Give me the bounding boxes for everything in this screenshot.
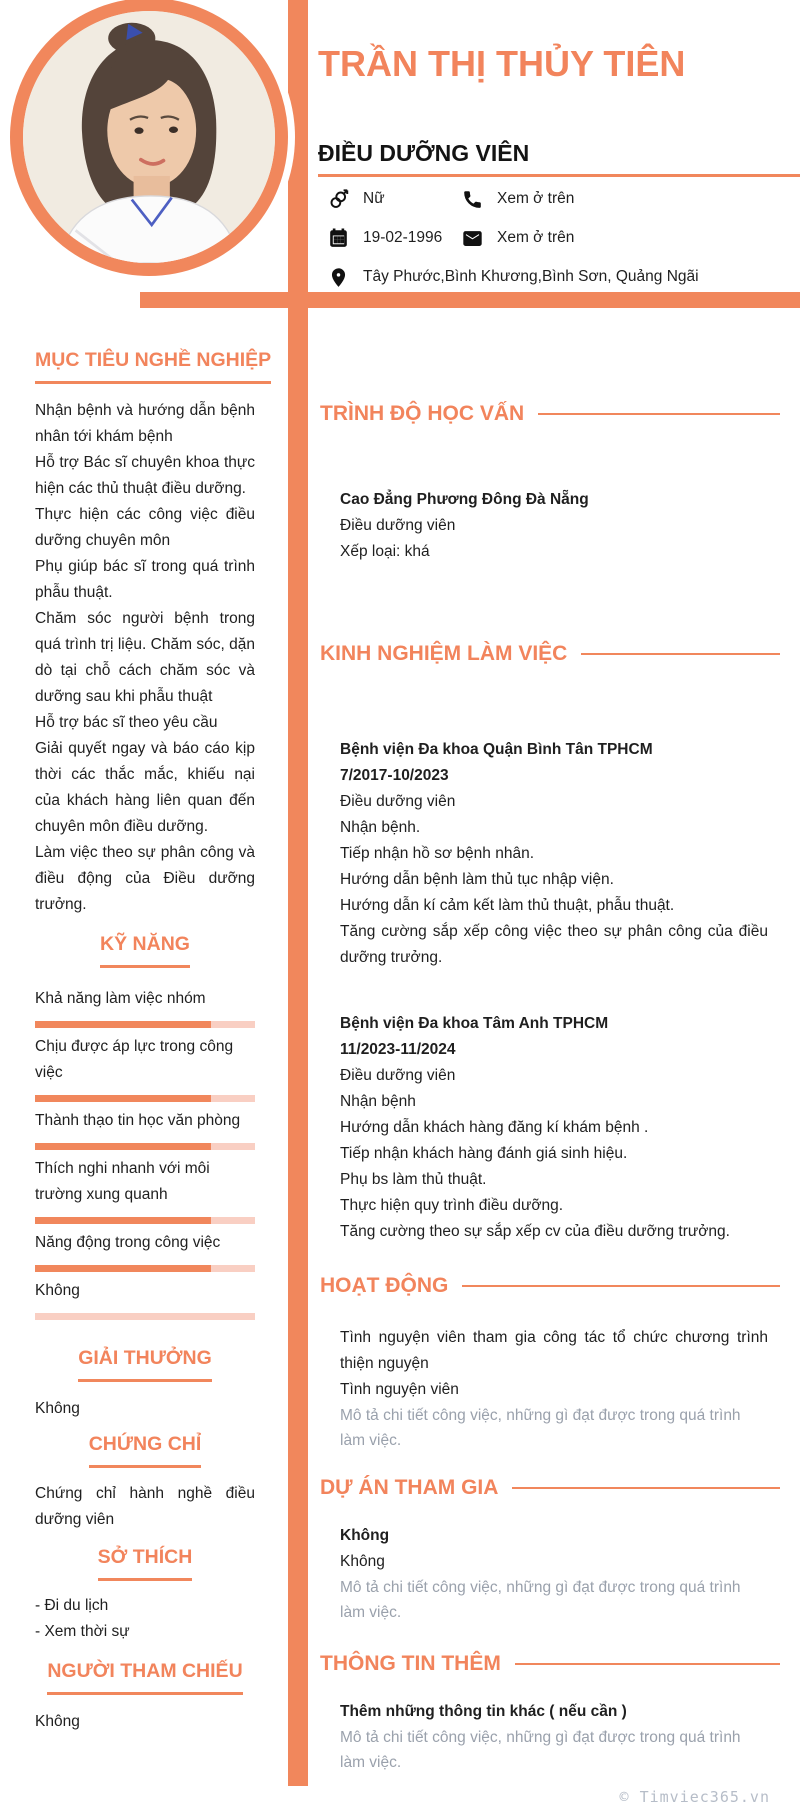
hobbies-heading-label: SỞ THÍCH (98, 1545, 193, 1581)
entry-period: 11/2023-11/2024 (340, 1041, 456, 1058)
email-value: Xem ở trên (497, 229, 575, 246)
entry-line: Hướng dẫn khách hàng đăng kí khám bệnh . (340, 1119, 649, 1136)
address-value: Tây Phước,Bình Khương,Bình Sơn, Quảng Ngãi (363, 268, 699, 285)
left-column (35, 340, 272, 1735)
hobby-item: - Đi du lịch (35, 1597, 109, 1614)
entry-line: Không (340, 1553, 385, 1570)
objective-paragraph: Thực hiện các công việc điều dưỡng chuyên môn (35, 506, 255, 549)
additional-heading-rule (515, 1663, 780, 1665)
entry-period: 7/2017-10/2023 (340, 767, 449, 784)
education-heading: TRÌNH ĐỘ HỌC VẤN (320, 402, 525, 425)
additional-heading: THÔNG TIN THÊM (320, 1652, 501, 1675)
entry-placeholder: Mô tả chi tiết công việc, những gì đạt được trong quá trình làm việc. (340, 1579, 741, 1621)
skill-item (35, 1108, 255, 1150)
skill-bar-track (35, 1143, 255, 1150)
contact-phone (462, 186, 788, 212)
skill-bar-track (35, 1313, 255, 1320)
activities-heading-row (320, 1273, 780, 1299)
objective-paragraph: Làm việc theo sự phân công và điều động của Điều dưỡng trưởng. (35, 844, 255, 913)
activities-heading: HOẠT ĐỘNG (320, 1274, 449, 1297)
skill-label: Khả năng làm việc nhóm (35, 990, 206, 1007)
experience-heading: KINH NGHIỆM LÀM VIỆC (320, 642, 568, 665)
objective-paragraph: Hỗ trợ bác sĩ theo yêu cầu (35, 714, 218, 731)
skill-item (35, 1156, 255, 1224)
activities-heading-rule (462, 1285, 780, 1287)
objective-paragraph: Chăm sóc người bệnh trong quá trình trị liệu. Chăm sóc, dặn dò tại chỗ cách chăm sóc và dưỡng sau khi phẫu thuật (35, 610, 255, 705)
skills-heading (35, 932, 255, 968)
skill-bar-fill (35, 1265, 211, 1272)
gender-icon (328, 189, 349, 210)
objective-paragraph: Hỗ trợ Bác sĩ chuyên khoa thực hiện các thủ thuật điều dưỡng. (35, 454, 255, 497)
location-icon (328, 267, 349, 288)
skill-label: Năng động trong công việc (35, 1234, 221, 1251)
education-heading-row (320, 401, 780, 427)
entry-line: Điều dưỡng viên (340, 1067, 456, 1084)
entry-title: Bệnh viện Đa khoa Tâm Anh TPHCM (340, 1015, 609, 1032)
additional-heading-row (320, 1651, 780, 1677)
entry-line: Điều dưỡng viên (340, 517, 456, 534)
skill-label: Thích nghi nhanh với môi trường xung quanh (35, 1160, 210, 1203)
entry-line: Tiếp nhận hồ sơ bệnh nhân. (340, 845, 535, 862)
right-column (320, 308, 780, 1775)
contact-info (328, 186, 788, 303)
reference-item: Không (35, 1713, 80, 1730)
projects-heading: DỰ ÁN THAM GIA (320, 1476, 499, 1499)
job-title: ĐIỀU DƯỠNG VIÊN (318, 140, 530, 166)
entry-line: Hướng dẫn bệnh làm thủ tục nhập viện. (340, 871, 614, 888)
experience-heading-rule (581, 653, 780, 655)
certificates-heading-label: CHỨNG CHỈ (89, 1432, 202, 1468)
skill-item (35, 1230, 255, 1272)
objective-heading (35, 348, 272, 384)
skill-bar-track (35, 1095, 255, 1102)
award-item: Không (35, 1400, 80, 1417)
skill-bar-fill (35, 1143, 211, 1150)
entry-title: Cao Đẳng Phương Đông Đà Nẵng (340, 491, 589, 508)
contact-birthday (328, 225, 462, 251)
phone-icon (462, 189, 483, 210)
skill-label: Chịu được áp lực trong công việc (35, 1038, 234, 1081)
entry-line: Xếp loại: khá (340, 543, 430, 560)
entry-line: Tình nguyện viên (340, 1381, 459, 1398)
awards-heading (35, 1346, 255, 1382)
additional-entry (320, 1699, 780, 1775)
envelope-icon (462, 228, 483, 249)
objective-paragraph: Phụ giúp bác sĩ trong quá trình phẫu thuật. (35, 558, 255, 601)
entry-line: Phụ bs làm thủ thuật. (340, 1171, 487, 1188)
profile-photo (10, 0, 288, 276)
projects-entry (320, 1523, 780, 1625)
skill-item (35, 986, 255, 1028)
education-heading-rule (538, 413, 780, 415)
skills-heading-label: KỸ NĂNG (100, 932, 190, 968)
entry-title: Không (340, 1527, 390, 1544)
entry-line: Nhận bệnh (340, 1093, 416, 1110)
candidate-name: TRẦN THỊ THỦY TIÊN (318, 43, 686, 84)
contact-gender (328, 186, 462, 212)
column-divider-stripe (288, 0, 308, 1786)
skill-label: Thành thạo tin học văn phòng (35, 1112, 241, 1129)
references-heading (35, 1659, 255, 1695)
entry-title: Bệnh viện Đa khoa Quận Bình Tân TPHCM (340, 741, 653, 758)
calendar-icon (328, 228, 349, 249)
skill-bar-track (35, 1265, 255, 1272)
experience-heading-row (320, 641, 780, 667)
entry-line: Tình nguyện viên tham gia công tác tổ chức chương trình thiện nguyện (340, 1329, 768, 1372)
site-watermark: © Timviec365.vn (619, 1788, 770, 1806)
entry-line: Tiếp nhận khách hàng đánh giá sinh hiệu. (340, 1145, 628, 1162)
hobbies-heading (35, 1545, 255, 1581)
projects-heading-rule (512, 1487, 780, 1489)
entry-line: Tăng cường sắp xếp công việc theo sự phân công của điều dưỡng trưởng. (340, 923, 768, 966)
skill-item (35, 1278, 255, 1320)
entry-line: Hướng dẫn kí cảm kết làm thủ thuật, phẫu thuật. (340, 897, 675, 914)
experience-entry (320, 737, 780, 971)
skill-label: Không (35, 1282, 80, 1299)
experience-entry (320, 1011, 780, 1245)
objective-paragraph: Giải quyết ngay và báo cáo kịp thời các thắc mắc, khiếu nại của khách hàng liên quan đến chuyên môn điều dưỡng. (35, 740, 255, 835)
entry-title: Thêm những thông tin khác ( nếu cần ) (340, 1703, 627, 1720)
awards-heading-label: GIẢI THƯỞNG (78, 1346, 212, 1382)
projects-heading-row (320, 1475, 780, 1501)
phone-value: Xem ở trên (497, 190, 575, 207)
activities-entry (320, 1325, 780, 1453)
skill-bar-fill (35, 1095, 211, 1102)
entry-line: Điều dưỡng viên (340, 793, 456, 810)
objective-paragraph: Nhận bệnh và hướng dẫn bệnh nhân tới khám bệnh (35, 402, 255, 445)
skill-bar-fill (35, 1217, 211, 1224)
job-title-underline (318, 174, 800, 177)
gender-value: Nữ (363, 190, 385, 207)
references-heading-label: NGƯỜI THAM CHIẾU (47, 1659, 242, 1695)
skill-bar-track (35, 1217, 255, 1224)
entry-line: Nhận bệnh. (340, 819, 421, 836)
entry-placeholder: Mô tả chi tiết công việc, những gì đạt được trong quá trình làm việc. (340, 1729, 741, 1771)
certificate-item: Chứng chỉ hành nghề điều dưỡng viên (35, 1485, 255, 1528)
profile-photo-illustration (23, 11, 275, 263)
education-entry (320, 487, 780, 565)
skill-bar-track (35, 1021, 255, 1028)
contact-email (462, 225, 788, 251)
certificates-heading (35, 1432, 255, 1468)
skill-bar-fill (35, 1021, 211, 1028)
skill-item (35, 1034, 255, 1102)
objective-heading-label: MỤC TIÊU NGHỀ NGHIỆP (35, 348, 271, 384)
entry-placeholder: Mô tả chi tiết công việc, những gì đạt được trong quá trình làm việc. (340, 1407, 741, 1449)
hobby-item: - Xem thời sự (35, 1623, 130, 1640)
entry-line: Tăng cường theo sự sắp xếp cv của điều dưỡng trưởng. (340, 1223, 730, 1240)
contact-address (328, 264, 788, 290)
birthday-value: 19-02-1996 (363, 229, 443, 246)
entry-line: Thực hiện quy trình điều dưỡng. (340, 1197, 564, 1214)
